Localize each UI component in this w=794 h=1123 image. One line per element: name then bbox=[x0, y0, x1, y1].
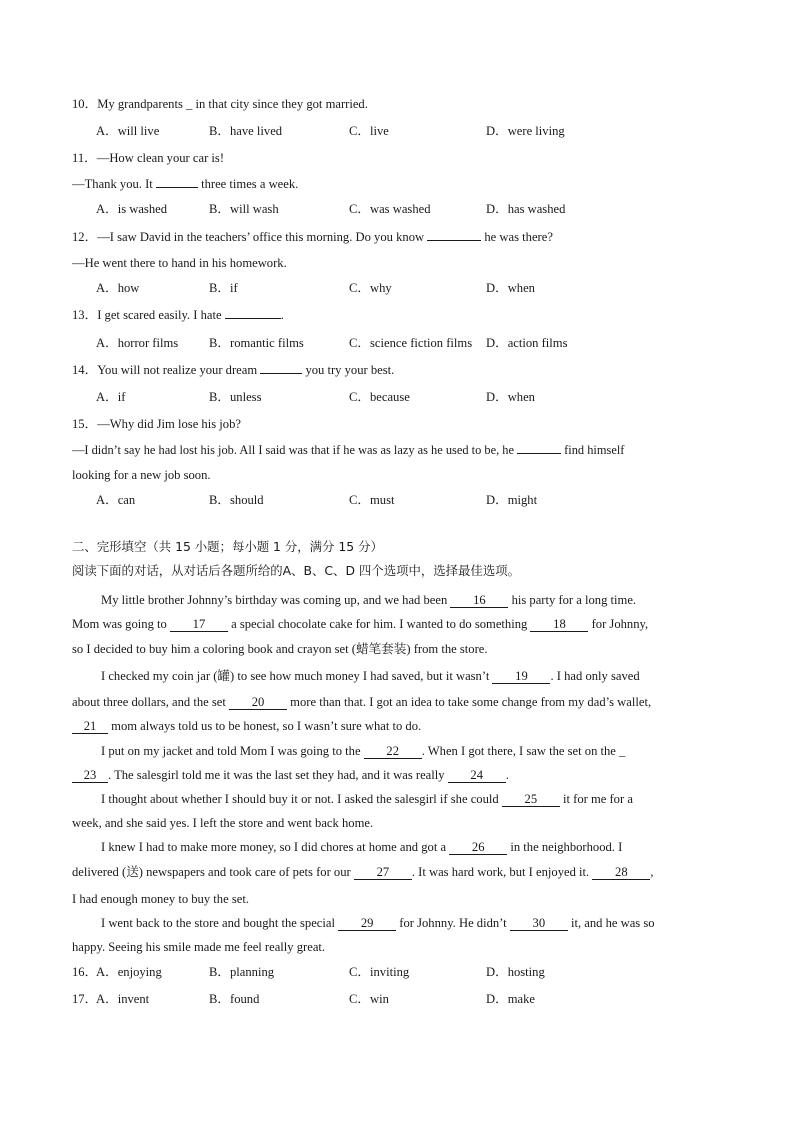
blank-22: 22 bbox=[364, 745, 422, 759]
q13-option-b: B．romantic films bbox=[209, 336, 304, 350]
q14-option-a: A．if bbox=[96, 390, 126, 404]
q11-option-d: D．has washed bbox=[486, 202, 566, 216]
question-15-reply: —I didn’t say he had lost his job. All I said was that if he was as lazy as he used to be, he find himself bbox=[72, 443, 625, 457]
passage-line: 21 mom always told us to be honest, so I wasn’t sure what to do. bbox=[72, 718, 421, 734]
q13-option-c: C．science fiction films bbox=[349, 336, 473, 350]
question-13-stem: 13．I get scared easily. I hate . bbox=[72, 308, 284, 322]
passage-line: week, and she said yes. I left the store and went back home. bbox=[72, 816, 374, 830]
a16-option-d: D．hosting bbox=[486, 965, 545, 979]
passage-line: I knew I had to make more money, so I did chores at home and got a 26 in the neighborhood. I bbox=[101, 840, 623, 854]
a16-option-a: A．enjoying bbox=[96, 965, 162, 979]
blank-30: 30 bbox=[510, 917, 568, 931]
q14-option-b: B．unless bbox=[209, 390, 262, 404]
q15-option-a: A．can bbox=[96, 493, 136, 507]
section-instruction: 阅读下面的对话，从对话后各题所给的A、B、C、D 四个选项中，选择最佳选项。 bbox=[72, 563, 520, 578]
blank-28: 28 bbox=[592, 866, 650, 880]
passage-line: I went back to the store and bought the special 29 for Johnny. He didn’t 30 it, and he was so bbox=[101, 916, 655, 930]
q11-option-c: C．was washed bbox=[349, 202, 431, 216]
q11-option-b: B．will wash bbox=[209, 202, 279, 216]
question-10-stem: 10．My grandparents _ in that city since they got married. bbox=[72, 97, 368, 111]
blank-18: 18 bbox=[530, 618, 588, 632]
a16-option-b: B．planning bbox=[209, 965, 275, 979]
question-12-reply: —He went there to hand in his homework. bbox=[72, 256, 287, 270]
blank-24: 24 bbox=[448, 769, 506, 783]
q13-option-a: A．horror films bbox=[96, 336, 179, 350]
q13-option-d: D．action films bbox=[486, 336, 568, 350]
blank-27: 27 bbox=[354, 866, 412, 880]
section-title: 二、完形填空（共 15 小题；每小题 1 分，满分 15 分） bbox=[72, 539, 383, 554]
blank-20: 20 bbox=[229, 696, 287, 710]
q12-option-b: B．if bbox=[209, 281, 238, 295]
q11-option-a: A．is washed bbox=[96, 202, 168, 216]
q14-option-c: C．because bbox=[349, 390, 410, 404]
a16-option-c: C．inviting bbox=[349, 965, 410, 979]
q15-option-c: C．must bbox=[349, 493, 395, 507]
passage-line: I put on my jacket and told Mom I was going to the 22 . When I got there, I saw the set on the _ bbox=[101, 744, 626, 758]
blank-line bbox=[225, 318, 281, 319]
a17-option-d: D．make bbox=[486, 992, 535, 1006]
q15-option-d: D．might bbox=[486, 493, 538, 507]
a17-option-c: C．win bbox=[349, 992, 389, 1006]
a17-option-a: A．invent bbox=[96, 992, 150, 1006]
passage-line: 23 . The salesgirl told me it was the last set they had, and it was really 24 . bbox=[72, 767, 509, 783]
q10-option-a: A．will live bbox=[96, 124, 160, 138]
passage-line: I checked my coin jar (罐) to see how much money I had saved, but it wasn’t 19 . I had only saved bbox=[101, 669, 640, 683]
blank-26: 26 bbox=[449, 841, 507, 855]
question-11-reply: —Thank you. It three times a week. bbox=[72, 177, 299, 191]
question-11-stem: 11．—How clean your car is! bbox=[72, 151, 225, 165]
question-12-stem: 12．—I saw David in the teachers’ office this morning. Do you know he was there? bbox=[72, 230, 553, 244]
question-15-stem: 15．—Why did Jim lose his job? bbox=[72, 417, 241, 431]
blank-29: 29 bbox=[338, 917, 396, 931]
passage-line: My little brother Johnny’s birthday was coming up, and we had been 16 his party for a long time. bbox=[101, 593, 637, 607]
answer-16-number: 16． bbox=[72, 965, 98, 979]
passage-line: so I decided to buy him a coloring book and crayon set (蜡笔套装) from the store. bbox=[72, 642, 488, 656]
q12-option-d: D．when bbox=[486, 281, 535, 295]
passage-line: I thought about whether I should buy it or not. I asked the salesgirl if she could 25 it for me for a bbox=[101, 792, 633, 806]
question-14-stem: 14．You will not realize your dream you try your best. bbox=[72, 363, 395, 377]
blank-line bbox=[156, 187, 198, 188]
blank-line bbox=[427, 240, 481, 241]
a17-option-b: B．found bbox=[209, 992, 260, 1006]
q12-option-a: A．how bbox=[96, 281, 140, 295]
blank-25: 25 bbox=[502, 793, 560, 807]
blank-16: 16 bbox=[450, 594, 508, 608]
q10-option-b: B．have lived bbox=[209, 124, 283, 138]
blank-line bbox=[260, 373, 302, 374]
blank-21: 21 bbox=[72, 720, 108, 734]
blank-17: 17 bbox=[170, 618, 228, 632]
question-15-reply-cont: looking for a new job soon. bbox=[72, 468, 211, 482]
blank-line bbox=[517, 453, 561, 454]
q10-option-c: C．live bbox=[349, 124, 389, 138]
answer-17-number: 17． bbox=[72, 992, 98, 1006]
q12-option-c: C．why bbox=[349, 281, 392, 295]
passage-line: I had enough money to buy the set. bbox=[72, 892, 249, 906]
passage-line: Mom was going to 17 a special chocolate cake for him. I wanted to do something 18 for Johnny, bbox=[72, 617, 649, 631]
passage-line: delivered (送) newspapers and took care of pets for our 27 . It was hard work, but I enjoyed it. 28 , bbox=[72, 865, 654, 879]
q10-option-d: D．were living bbox=[486, 124, 565, 138]
q15-option-b: B．should bbox=[209, 493, 264, 507]
blank-19: 19 bbox=[492, 670, 550, 684]
blank-23: 23 bbox=[72, 769, 108, 783]
passage-line: happy. Seeing his smile made me feel really great. bbox=[72, 940, 326, 954]
passage-line: about three dollars, and the set 20 more than that. I got an idea to take some change from my dad’s wallet, bbox=[72, 695, 652, 709]
q14-option-d: D．when bbox=[486, 390, 535, 404]
